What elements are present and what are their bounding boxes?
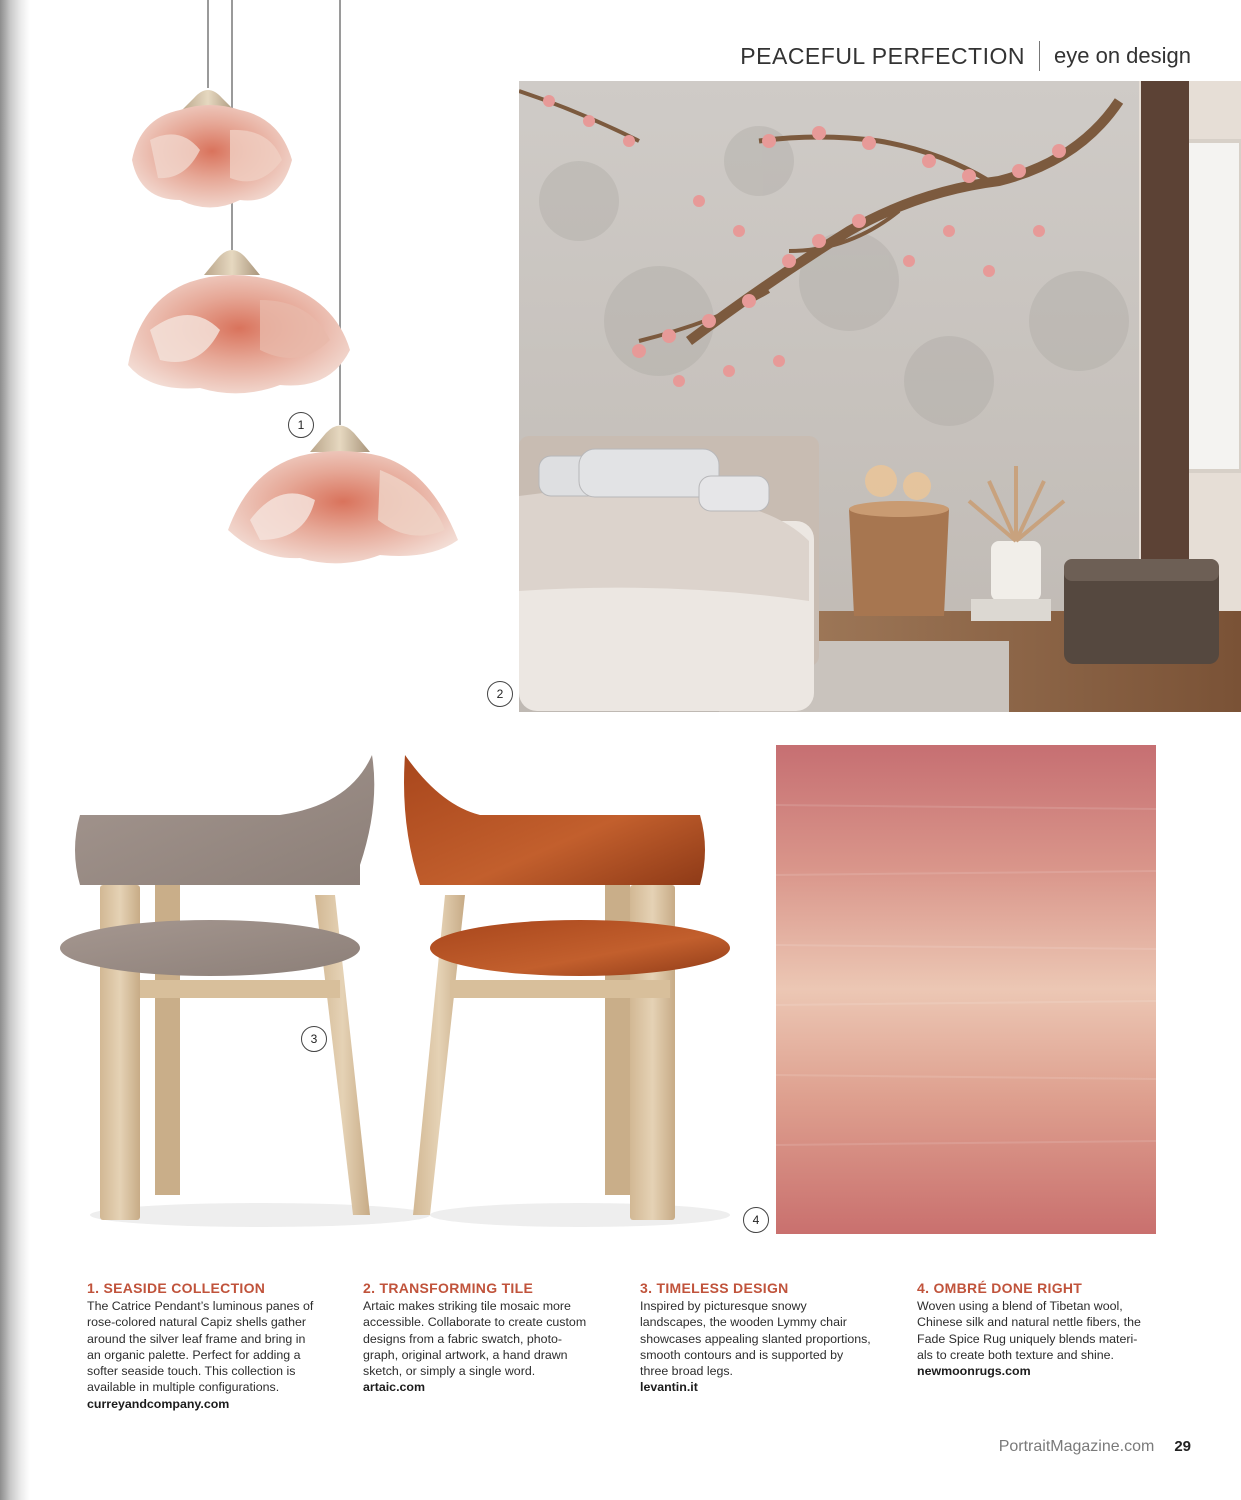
caption-timeless-design xyxy=(640,1280,890,1396)
caption-line: sketch, or simply a single word. xyxy=(363,1364,536,1379)
caption-line: showcases appealing slanted proportions, xyxy=(640,1331,871,1346)
item-number-1: 1 xyxy=(288,412,314,438)
caption-line: als to create both texture and shine. xyxy=(917,1347,1114,1362)
caption-ombre-done-right xyxy=(917,1280,1167,1379)
caption-title: 2. TRANSFORMING TILE xyxy=(363,1280,534,1296)
fade-spice-rug-image xyxy=(776,745,1156,1234)
page-number: 29 xyxy=(1174,1438,1191,1455)
caption-line: landscapes, the wooden Lymmy chair xyxy=(640,1315,847,1330)
caption-link[interactable]: newmoonrugs.com xyxy=(917,1364,1031,1379)
caption-line: an organic palette. Perfect for adding a xyxy=(87,1347,301,1362)
caption-link[interactable]: levantin.it xyxy=(640,1380,698,1395)
header-section: eye on design xyxy=(1054,43,1191,68)
caption-body xyxy=(640,1298,890,1379)
caption-body xyxy=(363,1298,613,1379)
footer-site[interactable]: PortraitMagazine.com xyxy=(998,1438,1155,1455)
caption-line: Inspired by picturesque snowy xyxy=(640,1299,807,1313)
caption-line: Chinese silk and natural nettle fibers, the xyxy=(917,1315,1141,1330)
caption-line: smooth contours and is supported by xyxy=(640,1347,844,1362)
caption-line: Woven using a blend of Tibetan wool, xyxy=(917,1299,1123,1313)
pendant-lamps-image xyxy=(110,0,470,580)
caption-seaside-collection xyxy=(87,1280,337,1412)
caption-line: Fade Spice Rug uniquely blends materi- xyxy=(917,1331,1138,1346)
caption-line: three broad legs. xyxy=(640,1364,733,1379)
caption-line: Artaic makes striking tile mosaic more xyxy=(363,1299,571,1313)
caption-line: around the silver leaf frame and bring in xyxy=(87,1331,306,1346)
caption-title: 4. OMBRÉ DONE RIGHT xyxy=(917,1280,1083,1296)
caption-line: rose-colored natural Capiz shells gather xyxy=(87,1315,307,1330)
caption-title: 1. SEASIDE COLLECTION xyxy=(87,1280,266,1296)
page-gutter-shadow xyxy=(0,0,30,1500)
caption-line: available in multiple configurations. xyxy=(87,1380,280,1395)
caption-link[interactable]: curreyandcompany.com xyxy=(87,1396,230,1411)
caption-line: designs from a fabric swatch, photo- xyxy=(363,1331,563,1346)
item-number-4: 4 xyxy=(743,1207,769,1233)
item-number-2: 2 xyxy=(487,681,513,707)
page-header xyxy=(740,40,1191,72)
caption-body xyxy=(917,1298,1167,1363)
header-title: PEACEFUL PERFECTION xyxy=(740,42,1025,69)
caption-transforming-tile xyxy=(363,1280,613,1396)
caption-line: softer seaside touch. This collection is xyxy=(87,1364,296,1379)
caption-line: graph, original artwork, a hand drawn xyxy=(363,1347,568,1362)
caption-link[interactable]: artaic.com xyxy=(363,1380,425,1395)
bedroom-mural-image xyxy=(519,81,1241,712)
item-number-3: 3 xyxy=(301,1026,327,1052)
header-divider xyxy=(1039,41,1040,71)
caption-title: 3. TIMELESS DESIGN xyxy=(640,1280,789,1296)
caption-line: The Catrice Pendant’s luminous panes of xyxy=(87,1299,314,1313)
page-footer xyxy=(999,1438,1191,1456)
lymmy-chairs-image xyxy=(60,745,740,1235)
caption-line: accessible. Collaborate to create custom xyxy=(363,1315,587,1330)
caption-body xyxy=(87,1298,337,1396)
